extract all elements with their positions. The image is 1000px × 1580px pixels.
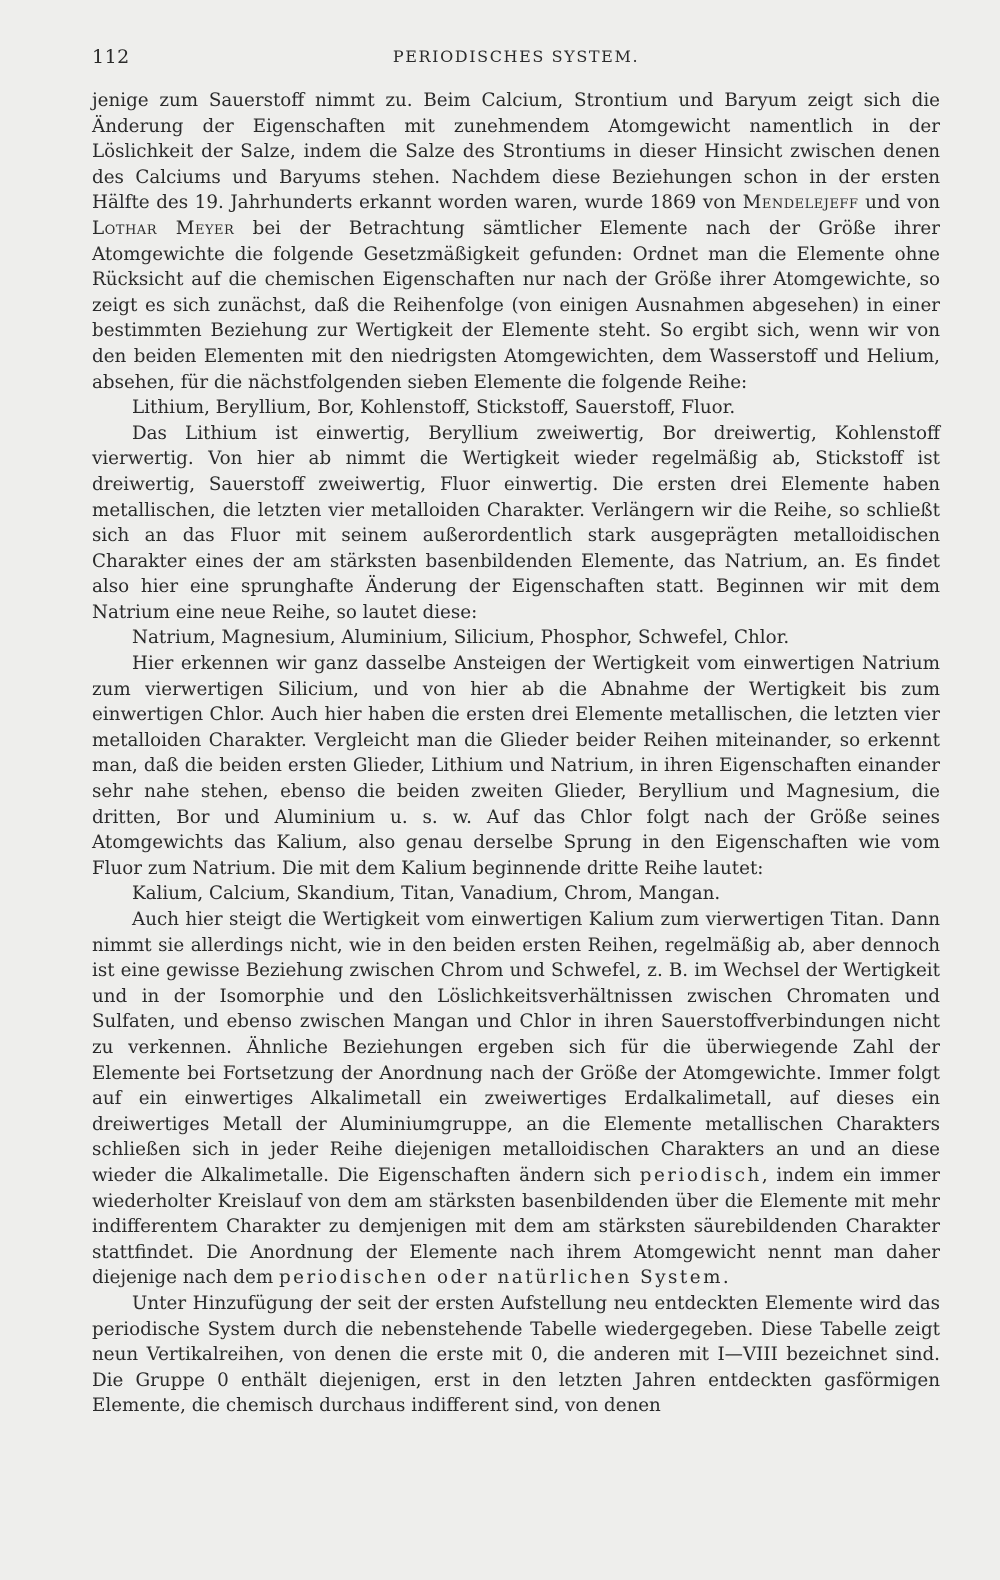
paragraph-4-part-c: . (722, 1267, 729, 1289)
element-series-3: Kalium, Calcium, Skandium, Titan, Vanadium, Chrom, Mangan. (132, 883, 721, 905)
body-text (92, 88, 940, 1419)
paragraph-5: Unter Hinzufügung der seit der ersten Aufstellung neu entdeckten Elemente wird das periodische System durch die nebenstehende Tabelle wiedergegeben. Diese Tabelle zeigt neun Vertikalreihen, von denen die erste mit 0, die anderen mit I—VIII bezeichnet sind. Die Gruppe 0 enthält diejenigen, erst in den letzten Jahren entdeckten gasförmigen Elemente, die chemisch durchaus indifferent sind, von denen (92, 1292, 940, 1417)
element-series-2: Natrium, Magnesium, Aluminium, Silicium, Phosphor, Schwefel, Chlor. (132, 627, 790, 649)
author-lothar-meyer: Lothar Meyer (92, 217, 235, 239)
paragraph-1-part-b: und von (865, 192, 941, 214)
paragraph-1 (92, 88, 940, 395)
paragraph-4-part-a: Auch hier steigt die Wertigkeit vom einwertigen Kalium zum vierwertigen Titan. Dann nimmt sie allerdings nicht, wie in den beiden ersten Reihen, regelmäßig ab, aber dennoch ist eine gewisse Beziehung zwischen Chrom und Schwefel, z. B. im Wechsel der Wertigkeit und in der Isomorphie und den Löslichkeitsverhältnissen zwischen Chromaten und Sulfaten, und ebenso zwischen Mangan und Chlor in ihren Sauerstoffverbindungen nicht zu verkennen. Ähnliche Beziehungen ergeben sich für die überwiegende Zahl der Elemente bei Fortsetzung der Anordnung nach der Größe der Atomgewichte. Immer folgt auf ein einwertiges Alkalimetall ein zweiwertiges Erdalkalimetall, auf dieses ein dreiwertiges Metall der Aluminiumgruppe, an die Elemente metallischen Charakters schließen sich in jeder Reihe diejenigen metalloidischen Charakters an und an diese wieder die Alkalimetalle. Die Eigenschaften ändern sich (92, 909, 940, 1186)
emphasis-periodisch: periodisch (639, 1164, 762, 1186)
author-mendelejeff: Mendelejeff (742, 192, 859, 214)
paragraph-1-part-a: jenige zum Sauerstoff nimmt zu. Beim Calcium, Strontium und Baryum zeigt sich die Änderung der Eigenschaften mit zunehmendem Atomgewicht namentlich in der Löslichkeit der Salze, indem die Salze des Strontiums in dieser Hinsicht zwischen denen des Calciums und Baryums stehen. Nachdem diese Beziehungen schon in der ersten Hälfte des 19. Jahrhunderts erkannt worden waren, wurde 1869 von (92, 90, 940, 214)
paragraph-2: Das Lithium ist einwertig, Beryllium zweiwertig, Bor dreiwertig, Kohlenstoff vierwertig. Von hier ab nimmt die Wertigkeit wieder regelmäßig ab, Stickstoff ist dreiwertig, Sauerstoff zweiwertig, Fluor einwertig. Die ersten drei Elemente haben metallischen, die letzten vier metalloiden Charakter. Verlängern wir die Reihe, so schließt sich an das Fluor mit seinem außerordentlich stark ausgeprägten metalloidischen Charakter eines der am stärksten basenbildenden Elemente, das Natrium, an. Es findet also hier eine sprunghafte Änderung der Eigenschaften statt. Beginnen wir mit dem Natrium eine neue Reihe, so lautet diese: (92, 422, 940, 623)
element-series-1: Lithium, Beryllium, Bor, Kohlenstoff, Stickstoff, Sauerstoff, Fluor. (132, 397, 736, 419)
page-number: 112 (92, 46, 130, 68)
paragraph-4-part-b: , indem ein immer wiederholter Kreislauf von dem am stärksten basenbildenden über die Elemente mit mehr indifferentem Charakter zu demjenigen mit dem am stärksten säurebildenden Charakter stattfindet. Die Anordnung der Elemente nach ihrem Atomgewicht nennt man daher diejenige nach dem (92, 1164, 941, 1289)
page-header (92, 46, 940, 72)
paragraph-3: Hier erkennen wir ganz dasselbe Ansteigen der Wertigkeit vom einwertigen Natrium zum vierwertigen Silicium, und von hier ab die Abnahme der Wertigkeit bis zum einwertigen Chlor. Auch hier haben die ersten drei Elemente metallischen, die letzten vier metalloiden Charakter. Vergleicht man die Glieder beider Reihen miteinander, so erkennt man, daß die beiden ersten Glieder, Lithium und Natrium, in ihren Eigenschaften einander sehr nahe stehen, ebenso die beiden zweiten Glieder, Beryllium und Magnesium, die dritten, Bor und Aluminium u. s. w. Auf das Chlor folgt nach der Größe seines Atomgewichts das Kalium, also genau derselbe Sprung in den Eigenschaften wie vom Fluor zum Natrium. Die mit dem Kalium beginnende dritte Reihe lautet: (92, 653, 940, 879)
running-title: PERIODISCHES SYSTEM. (392, 47, 640, 66)
paragraph-4 (92, 907, 940, 1291)
paragraph-1-part-c: bei der Betrachtung sämtlicher Elemente nach der Größe ihrer Atomgewichte die folgende Gesetzmäßigkeit gefunden: Ordnet man die Elemente ohne Rücksicht auf die chemischen Eigenschaften nur nach der Größe ihrer Atomgewichte, so zeigt es sich zunächst, daß die Reihenfolge (von einigen Ausnahmen abgesehen) in einer bestimmten Beziehung zur Wertigkeit der Elemente steht. So ergibt sich, wenn wir von den beiden Elementen mit den niedrigsten Atomgewichten, dem Wasserstoff und Helium, absehen, für die nächstfolgenden sieben Elemente die folgende Reihe: (92, 217, 940, 393)
emphasis-periodic-system: periodischen oder natürlichen System (278, 1267, 723, 1289)
